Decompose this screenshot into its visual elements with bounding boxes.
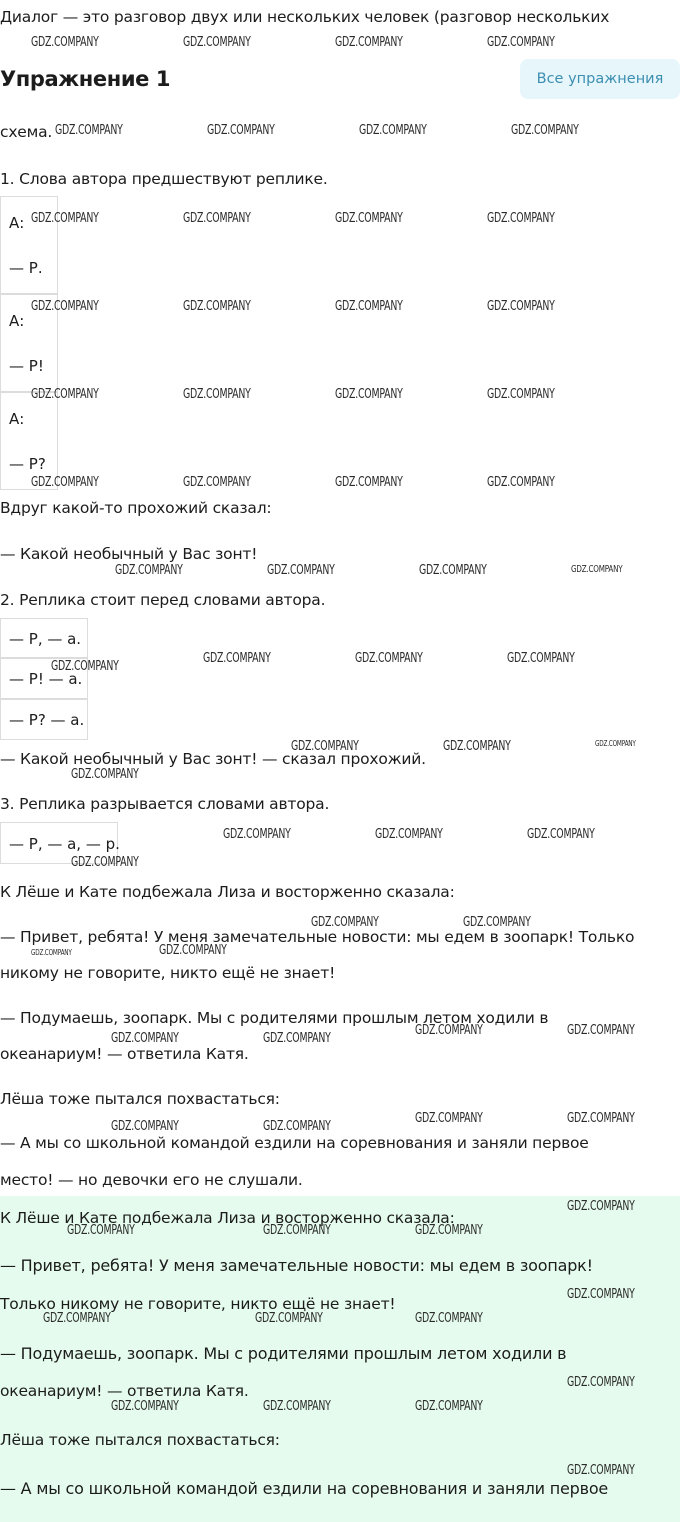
watermark: GDZ.COMPANY bbox=[263, 1223, 331, 1238]
scheme-cell: — Р? — а. bbox=[9, 711, 85, 729]
answer-line: Только никому не говорите, никто ещё не знает! bbox=[0, 1295, 396, 1313]
watermark: GDZ.COMPANY bbox=[487, 299, 555, 314]
intro-text: Диалог — это разговор двух или нескольких человек (разговор нескольких bbox=[0, 8, 610, 26]
watermark: GDZ.COMPANY bbox=[51, 659, 119, 674]
watermark: GDZ.COMPANY bbox=[111, 1031, 179, 1046]
watermark: GDZ.COMPANY bbox=[43, 1311, 111, 1326]
watermark: GDZ.COMPANY bbox=[419, 563, 487, 578]
watermark: GDZ.COMPANY bbox=[267, 563, 335, 578]
watermark: GDZ.COMPANY bbox=[31, 948, 72, 957]
watermark: GDZ.COMPANY bbox=[255, 1311, 323, 1326]
watermark: GDZ.COMPANY bbox=[567, 1111, 635, 1126]
scheme-cell: А: bbox=[9, 214, 25, 232]
scheme-2-title: 2. Реплика стоит перед словами автора. bbox=[0, 591, 326, 609]
watermark: GDZ.COMPANY bbox=[31, 211, 99, 226]
watermark: GDZ.COMPANY bbox=[487, 387, 555, 402]
watermark: GDZ.COMPANY bbox=[511, 123, 579, 138]
watermark: GDZ.COMPANY bbox=[31, 35, 99, 50]
scheme-2-box-3 bbox=[0, 699, 88, 740]
watermark: GDZ.COMPANY bbox=[159, 943, 227, 958]
watermark: GDZ.COMPANY bbox=[183, 387, 251, 402]
exercise-line: — А мы со школьной командой ездили на соревнования и заняли первое bbox=[0, 1134, 589, 1152]
scheme-2-example: — Какой необычный у Вас зонт! — сказал прохожий. bbox=[0, 750, 426, 768]
exercise-line: Лёша тоже пытался похвастаться: bbox=[0, 1090, 280, 1108]
watermark: GDZ.COMPANY bbox=[335, 387, 403, 402]
watermark: GDZ.COMPANY bbox=[567, 1199, 635, 1214]
watermark: GDZ.COMPANY bbox=[487, 211, 555, 226]
watermark: GDZ.COMPANY bbox=[595, 739, 636, 748]
watermark: GDZ.COMPANY bbox=[291, 739, 359, 754]
watermark: GDZ.COMPANY bbox=[571, 564, 623, 575]
watermark: GDZ.COMPANY bbox=[527, 827, 595, 842]
answer-line: — А мы со школьной командой ездили на соревнования и заняли первое bbox=[0, 1479, 609, 1498]
watermark: GDZ.COMPANY bbox=[311, 915, 379, 930]
watermark: GDZ.COMPANY bbox=[375, 827, 443, 842]
scheme-2-box-1 bbox=[0, 618, 88, 658]
watermark: GDZ.COMPANY bbox=[463, 915, 531, 930]
scheme-cell: — Р! bbox=[9, 357, 44, 375]
watermark: GDZ.COMPANY bbox=[487, 475, 555, 490]
watermark: GDZ.COMPANY bbox=[67, 1223, 135, 1238]
scheme-3-title: 3. Реплика разрывается словами автора. bbox=[0, 795, 330, 813]
watermark: GDZ.COMPANY bbox=[443, 739, 511, 754]
watermark: GDZ.COMPANY bbox=[415, 1311, 483, 1326]
watermark: GDZ.COMPANY bbox=[415, 1399, 483, 1414]
watermark: GDZ.COMPANY bbox=[207, 123, 275, 138]
watermark: GDZ.COMPANY bbox=[183, 211, 251, 226]
watermark: GDZ.COMPANY bbox=[335, 299, 403, 314]
exercise-line: К Лёше и Кате подбежала Лиза и восторженно сказала: bbox=[0, 883, 455, 901]
watermark: GDZ.COMPANY bbox=[487, 35, 555, 50]
watermark: GDZ.COMPANY bbox=[567, 1023, 635, 1038]
schema-label: схема. bbox=[0, 123, 53, 141]
scheme-1-title: 1. Слова автора предшествуют реплике. bbox=[0, 170, 328, 188]
exercise-line: — Привет, ребята! У меня замечательные новости: мы едем в зоопарк! Только bbox=[0, 928, 635, 946]
watermark: GDZ.COMPANY bbox=[223, 827, 291, 842]
watermark: GDZ.COMPANY bbox=[71, 767, 139, 782]
exercise-line: место! — но девочки его не слушали. bbox=[0, 1171, 303, 1189]
watermark: GDZ.COMPANY bbox=[415, 1111, 483, 1126]
exercise-line: океанариум! — ответила Катя. bbox=[0, 1045, 249, 1063]
answer-line: — Подумаешь, зоопарк. Мы с родителями прошлым летом ходили в bbox=[0, 1344, 567, 1363]
watermark: GDZ.COMPANY bbox=[203, 651, 271, 666]
answer-line: Лёша тоже пытался похвастаться: bbox=[0, 1431, 280, 1449]
watermark: GDZ.COMPANY bbox=[31, 387, 99, 402]
watermark: GDZ.COMPANY bbox=[31, 475, 99, 490]
watermark: GDZ.COMPANY bbox=[355, 651, 423, 666]
scheme-1-example-1: Вдруг какой-то прохожий сказал: bbox=[0, 499, 272, 517]
answer-line: океанариум! — ответила Катя. bbox=[0, 1382, 249, 1400]
watermark: GDZ.COMPANY bbox=[183, 35, 251, 50]
answer-line: К Лёше и Кате подбежала Лиза и восторженно сказала: bbox=[0, 1209, 455, 1227]
exercise-line: — Подумаешь, зоопарк. Мы с родителями прошлым летом ходили в bbox=[0, 1009, 549, 1027]
page-title: Упражнение 1 bbox=[0, 67, 171, 91]
watermark: GDZ.COMPANY bbox=[183, 299, 251, 314]
scheme-cell: А: bbox=[9, 312, 25, 330]
watermark: GDZ.COMPANY bbox=[71, 855, 139, 870]
watermark: GDZ.COMPANY bbox=[263, 1119, 331, 1134]
watermark: GDZ.COMPANY bbox=[415, 1223, 483, 1238]
all-exercises-button[interactable]: Все упражнения bbox=[520, 59, 680, 99]
watermark: GDZ.COMPANY bbox=[183, 475, 251, 490]
scheme-cell: — Р. bbox=[9, 259, 43, 277]
watermark: GDZ.COMPANY bbox=[335, 211, 403, 226]
scheme-cell: — Р? bbox=[9, 455, 46, 473]
watermark: GDZ.COMPANY bbox=[415, 1023, 483, 1038]
watermark: GDZ.COMPANY bbox=[263, 1031, 331, 1046]
watermark: GDZ.COMPANY bbox=[359, 123, 427, 138]
scheme-1-example-2: — Какой необычный у Вас зонт! bbox=[0, 545, 258, 563]
watermark: GDZ.COMPANY bbox=[507, 651, 575, 666]
scheme-cell: — Р, — а. bbox=[9, 630, 82, 648]
answer-line: — Привет, ребята! У меня замечательные новости: мы едем в зоопарк! bbox=[0, 1256, 593, 1275]
watermark: GDZ.COMPANY bbox=[567, 1375, 635, 1390]
watermark: GDZ.COMPANY bbox=[335, 35, 403, 50]
watermark: GDZ.COMPANY bbox=[567, 1463, 635, 1478]
watermark: GDZ.COMPANY bbox=[55, 123, 123, 138]
exercise-line: никому не говорите, никто ещё не знает! bbox=[0, 964, 336, 982]
watermark: GDZ.COMPANY bbox=[115, 563, 183, 578]
scheme-cell: — Р! — а. bbox=[9, 670, 83, 688]
watermark: GDZ.COMPANY bbox=[111, 1399, 179, 1414]
watermark: GDZ.COMPANY bbox=[263, 1399, 331, 1414]
watermark: GDZ.COMPANY bbox=[335, 475, 403, 490]
watermark: GDZ.COMPANY bbox=[111, 1119, 179, 1134]
watermark: GDZ.COMPANY bbox=[31, 299, 99, 314]
watermark: GDZ.COMPANY bbox=[567, 1287, 635, 1302]
scheme-cell: — Р, — а, — р. bbox=[9, 835, 120, 853]
scheme-cell: А: bbox=[9, 410, 25, 428]
